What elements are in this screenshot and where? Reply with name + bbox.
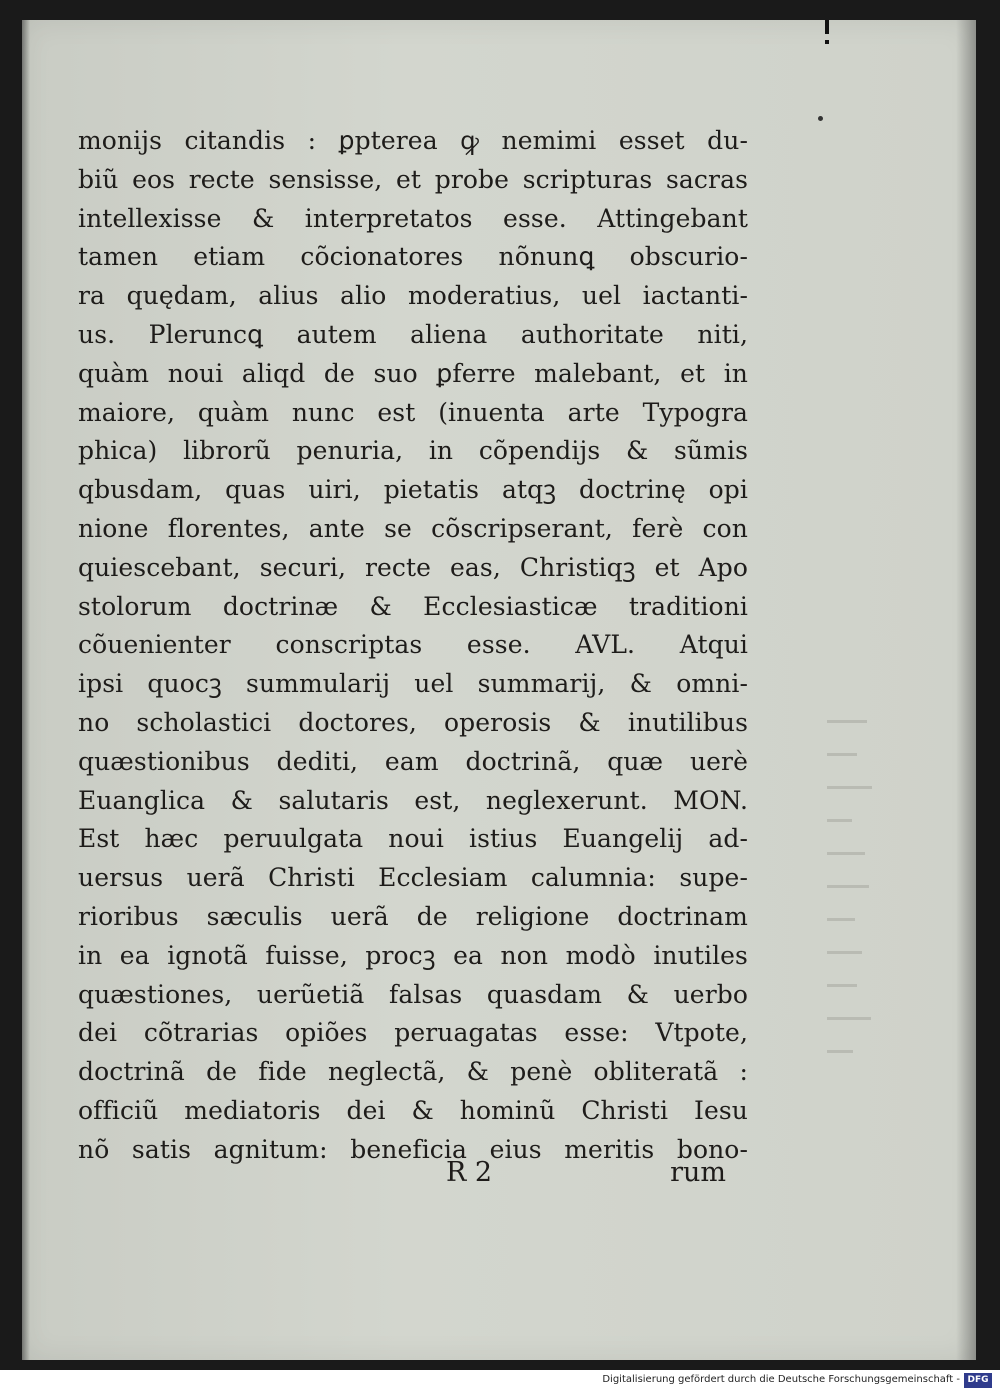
dfg-logo: DFG — [964, 1373, 992, 1388]
text-line: us. Pleruncꝗ autem aliena authoritate niti, — [78, 319, 748, 349]
text-line: officiũ mediatoris dei & hominũ Christi Iesu — [78, 1095, 748, 1125]
text-line: nione florentes, ante se cõscripserant, ferè con — [78, 513, 748, 543]
text-line: monijs citandis : ꝑpterea ꝙ nemimi esset du- — [78, 126, 748, 155]
text-line: no scholastici doctores, operosis & inutilibus — [78, 707, 748, 737]
text-line: in ea ignotã fuisse, procꝫ ea non modò inutiles — [78, 940, 748, 970]
text-line: rioribus sæculis uerã de religione doctrinam — [78, 901, 748, 931]
text-line: maiore, quàm nunc est (inuenta arte Typogra — [78, 397, 748, 427]
text-line: quæstionibus dediti, eam doctrinã, quæ uerè — [78, 746, 748, 776]
digitization-credit-bar — [0, 1370, 1000, 1392]
text-line: quæstiones, uerũetiã falsas quasdam & uerbo — [78, 979, 748, 1009]
text-line: qbusdam, quas uiri, pietatis atqꝫ doctrinę opi — [78, 475, 748, 505]
text-line: cõuenienter conscriptas esse. AVL. Atqui — [78, 630, 748, 660]
text-line: intellexisse & interpretatos esse. Attingebant — [78, 203, 748, 233]
page-gutter-shadow — [22, 20, 30, 1360]
text-line: Euanglica & salutaris est, neglexerunt. MON. — [78, 785, 748, 815]
page-footer — [56, 1157, 726, 1197]
text-line: quàm noui aliqd de suo ꝑferre malebant, et in — [78, 358, 748, 388]
text-line: uersus uerã Christi Ecclesiam calumnia: supe- — [78, 863, 748, 893]
text-line: phica) librorũ penuria, in cõpendijs & sũmis — [78, 436, 748, 466]
credit-text: Digitalisierung gefördert durch die Deutsche Forschungsgemeinschaft - — [602, 1374, 960, 1385]
catchword: rum — [670, 1157, 726, 1188]
page-edge-shadow — [956, 20, 976, 1360]
body-text — [78, 122, 748, 1170]
text-line: Est hæc peruulgata noui istius Euangelij ad- — [78, 824, 748, 854]
bleed-through-text — [827, 720, 887, 1140]
text-line: nõ satis agnitum: beneficia eius meritis bono- — [78, 1134, 748, 1164]
text-line: dei cõtrarias opiões peruagatas esse: Vtpote, — [78, 1018, 748, 1048]
ink-dot — [818, 116, 823, 121]
text-line: stolorum doctrinæ & Ecclesiasticæ traditioni — [78, 591, 748, 621]
text-line: doctrinã de fide neglectã, & penè obliteratã : — [78, 1057, 748, 1087]
text-line: quiescebant, securi, recte eas, Christiqꝫ et Apo — [78, 552, 748, 582]
text-line: biũ eos recte sensisse, et probe scripturas sacras — [78, 164, 748, 194]
text-line: ra quędam, alius alio moderatius, uel iactanti- — [78, 281, 748, 311]
text-line: tamen etiam cõcionatores nõnunꝗ obscurio- — [78, 242, 748, 272]
signature-mark: R 2 — [446, 1157, 493, 1188]
ink-mark — [822, 20, 832, 60]
text-line: ipsi quocꝫ summularij uel summarij, & omni- — [78, 669, 748, 699]
